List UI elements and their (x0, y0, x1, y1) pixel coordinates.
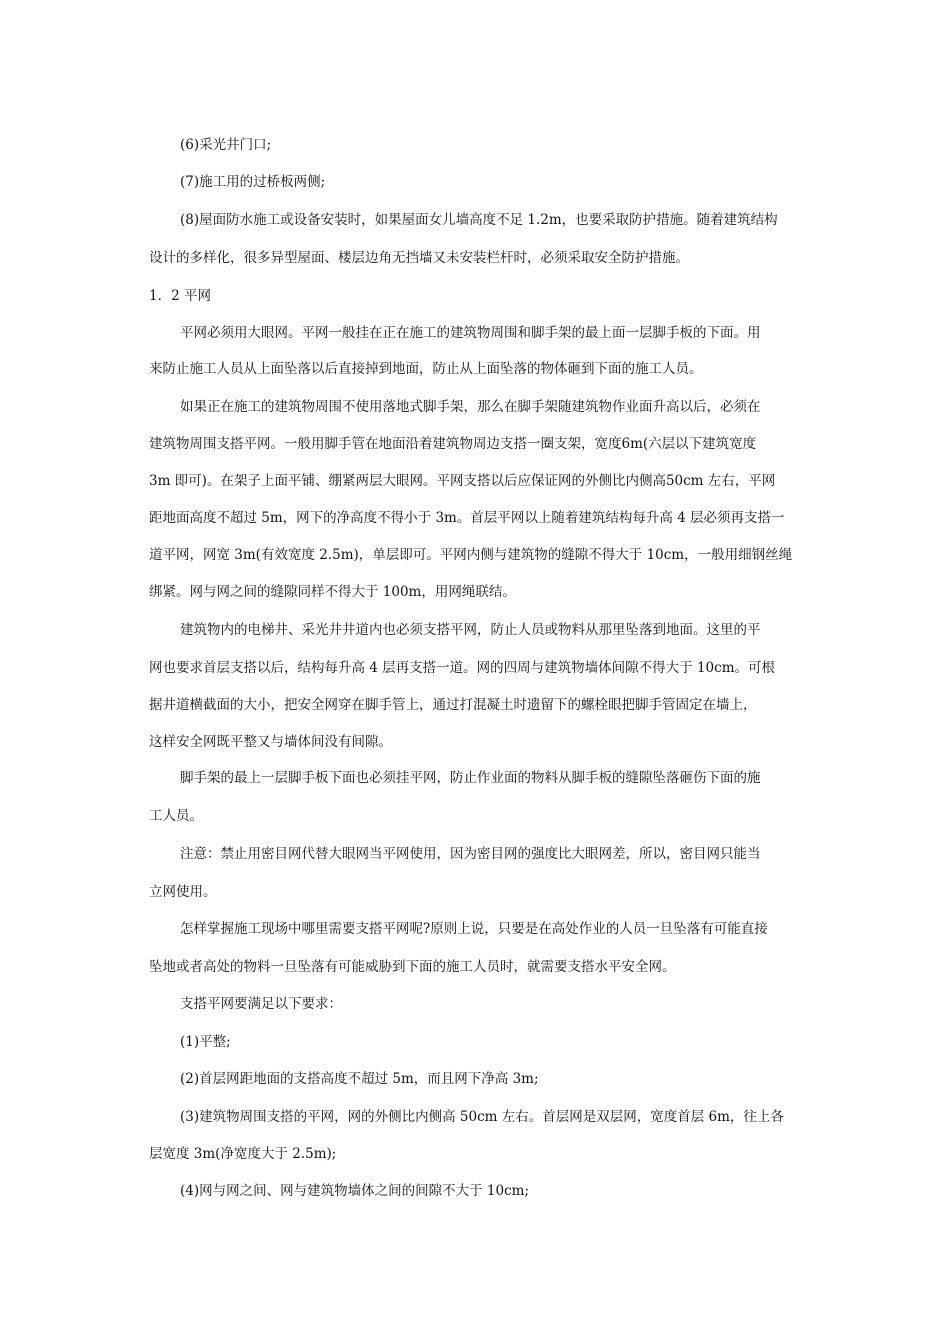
text-line: 据井道横截面的大小，把安全网穿在脚手管上，通过打混凝土时遗留下的螺栓眼把脚手管固定在墙上， (149, 697, 757, 713)
text-line: 绑紧。网与网之间的缝隙同样不得大于 100m，用网绳联结。 (149, 584, 516, 600)
text-line: 工人员。 (149, 808, 203, 824)
list-item: (2)首层网距地面的支搭高度不超过 5m，而且网下净高 3m; (180, 1071, 539, 1087)
text-line: 立网使用。 (149, 884, 217, 900)
text-line: 如果正在施工的建筑物周围不使用落地式脚手架，那么在脚手架随建筑物作业面升高以后，必须在 (180, 399, 761, 415)
text-line: 建筑物周围支搭平网。一般用脚手管在地面沿着建筑物周边支搭一圈支架，宽度6m(六层以下建筑宽度 (149, 436, 757, 452)
list-item: (1)平整; (180, 1034, 231, 1050)
text-line: 坠地或者高处的物料一旦坠落有可能威胁到下面的施工人员时，就需要支搭水平安全网。 (149, 959, 676, 975)
text-line: 注意：禁止用密目网代替大眼网当平网使用，因为密目网的强度比大眼网差，所以，密目网只能当 (180, 846, 761, 862)
text-line: 怎样掌握施工现场中哪里需要支搭平网呢?原则上说，只要是在高处作业的人员一旦坠落有可能直接 (180, 921, 768, 937)
text-line: 设计的多样化，很多异型屋面、楼层边角无挡墙又未安装栏杆时，必须采取安全防护措施。 (149, 250, 689, 266)
text-line: 层宽度 3m(净宽度大于 2.5m); (149, 1146, 337, 1162)
text-line: 来防止施工人员从上面坠落以后直接掉到地面，防止从上面坠落的物体砸到下面的施工人员。 (149, 361, 703, 377)
text-line: 脚手架的最上一层脚手板下面也必须挂平网，防止作业面的物料从脚手板的缝隙坠落砸伤下面的施 (180, 770, 761, 786)
text-line: 这样安全网既平整又与墙体间没有间隙。 (149, 734, 392, 750)
text-line: 建筑物内的电梯井、采光井井道内也必须支搭平网，防止人员或物料从那里坠落到地面。这里的平 (180, 622, 761, 638)
text-line: 支搭平网要满足以下要求： (180, 996, 342, 1012)
text-line: 距地面高度不超过 5m，网下的净高度不得小于 3m。首层平网以上随着建筑结构每升高 4 层必须再支搭一 (149, 510, 785, 526)
list-item: (3)建筑物周围支搭的平网，网的外侧比内侧高 50cm 左右。首层网是双层网，宽度首层 6m，往上各 (180, 1109, 784, 1125)
text-line: 网也要求首层支搭以后，结构每升高 4 层再支搭一道。网的四周与建筑物墙体间隙不得大于 10cm。可根 (149, 660, 776, 676)
text-line: (8)屋面防水施工或设备安装时，如果屋面女儿墙高度不足 1.2m，也要采取防护措施。随着建筑结构 (180, 212, 778, 228)
section-heading: 1．2 平网 (149, 288, 211, 304)
text-line: (6)采光井门口; (180, 137, 272, 153)
text-line: (7)施工用的过桥板两侧; (180, 174, 326, 190)
list-item: (4)网与网之间、网与建筑物墙体之间的间隙不大于 10cm; (180, 1183, 530, 1199)
text-line: 平网必须用大眼网。平网一般挂在正在施工的建筑物周围和脚手架的最上面一层脚手板的下面。用 (180, 325, 761, 341)
text-line: 3m 即可)。在架子上面平铺、绷紧两层大眼网。平网支搭以后应保证网的外侧比内侧高50cm 左右，平网 (149, 473, 776, 489)
text-line: 道平网，网宽 3m(有效宽度 2.5m)，单层即可。平网内侧与建筑物的缝隙不得大于 10cm，一般用细钢丝绳 (149, 547, 793, 563)
